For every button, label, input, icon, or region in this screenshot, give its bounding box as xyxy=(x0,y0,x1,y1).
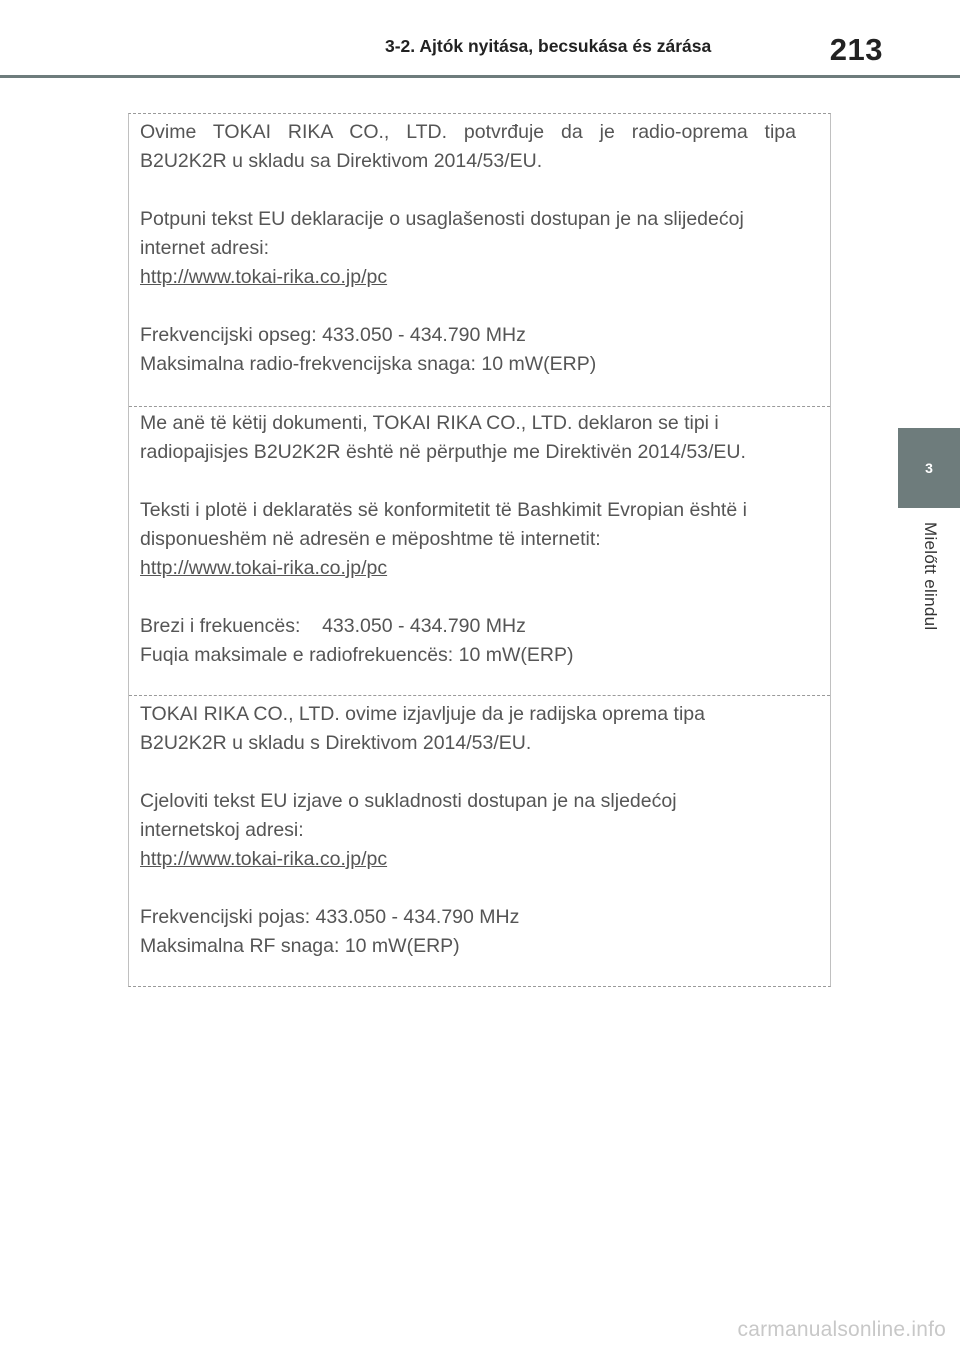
power-line: Maksimalna RF snaga: 10 mW(ERP) xyxy=(140,935,460,957)
power-line: Fuqia maksimale e radiofrekuencës: 10 mW(ERP) xyxy=(140,644,574,666)
header-rule xyxy=(0,75,960,78)
declaration-section-albanian xyxy=(129,409,830,670)
paragraph-line: disponueshëm në adresën e mëposhtme të internetit: xyxy=(140,528,601,550)
chapter-tab[interactable] xyxy=(898,428,960,508)
paragraph-line: Ovime TOKAI RIKA CO., LTD. potvrđuje da je radio-oprema tipa xyxy=(140,121,796,143)
declaration-link[interactable]: http://www.tokai-rika.co.jp/pc xyxy=(140,848,388,870)
power-line: Maksimalna radio-frekvencijska snaga: 10 mW(ERP) xyxy=(140,353,597,375)
frequency-line: Brezi i frekuencës: 433.050 - 434.790 MHz xyxy=(140,615,526,637)
declaration-link[interactable]: http://www.tokai-rika.co.jp/pc xyxy=(140,266,388,288)
section-divider xyxy=(129,406,830,407)
paragraph-line: Potpuni tekst EU deklaracije o usaglašenosti dostupan je na slijedećoj xyxy=(140,208,744,230)
declaration-link[interactable]: http://www.tokai-rika.co.jp/pc xyxy=(140,557,388,579)
declaration-section-croatian xyxy=(129,700,830,961)
chapter-label: Mielőtt elindul xyxy=(921,522,940,631)
paragraph-line: Me anë të këtij dokumenti, TOKAI RIKA CO., LTD. deklaron se tipi i xyxy=(140,412,719,434)
frequency-line: Frekvencijski pojas: 433.050 - 434.790 MHz xyxy=(140,906,520,928)
paragraph-line: TOKAI RIKA CO., LTD. ovime izjavljuje da je radijska oprema tipa xyxy=(140,703,705,725)
section-title: 3-2. Ajtók nyitása, becsukása és zárása xyxy=(385,36,712,56)
declaration-box xyxy=(128,113,831,987)
page-number: 213 xyxy=(829,32,883,67)
frequency-line: Frekvencijski opseg: 433.050 - 434.790 MHz xyxy=(140,324,526,346)
declaration-section-bosnian xyxy=(129,118,830,379)
paragraph-line: B2U2K2R u skladu s Direktivom 2014/53/EU. xyxy=(140,732,532,754)
paragraph-line: Cjeloviti tekst EU izjave o sukladnosti dostupan je na sljedećoj xyxy=(140,790,677,812)
paragraph-line: internet adresi: xyxy=(140,237,269,259)
paragraph-line: B2U2K2R u skladu sa Direktivom 2014/53/EU. xyxy=(140,150,543,172)
paragraph-line: internetskoj adresi: xyxy=(140,819,304,841)
section-divider xyxy=(129,695,830,696)
paragraph-line: Teksti i plotë i deklaratës së konformitetit të Bashkimit Evropian është i xyxy=(140,499,747,521)
chapter-number: 3 xyxy=(925,460,933,476)
watermark: carmanualsonline.info xyxy=(737,1318,946,1341)
paragraph-line: radiopajisjes B2U2K2R është në përputhje me Direktivën 2014/53/EU. xyxy=(140,441,746,463)
